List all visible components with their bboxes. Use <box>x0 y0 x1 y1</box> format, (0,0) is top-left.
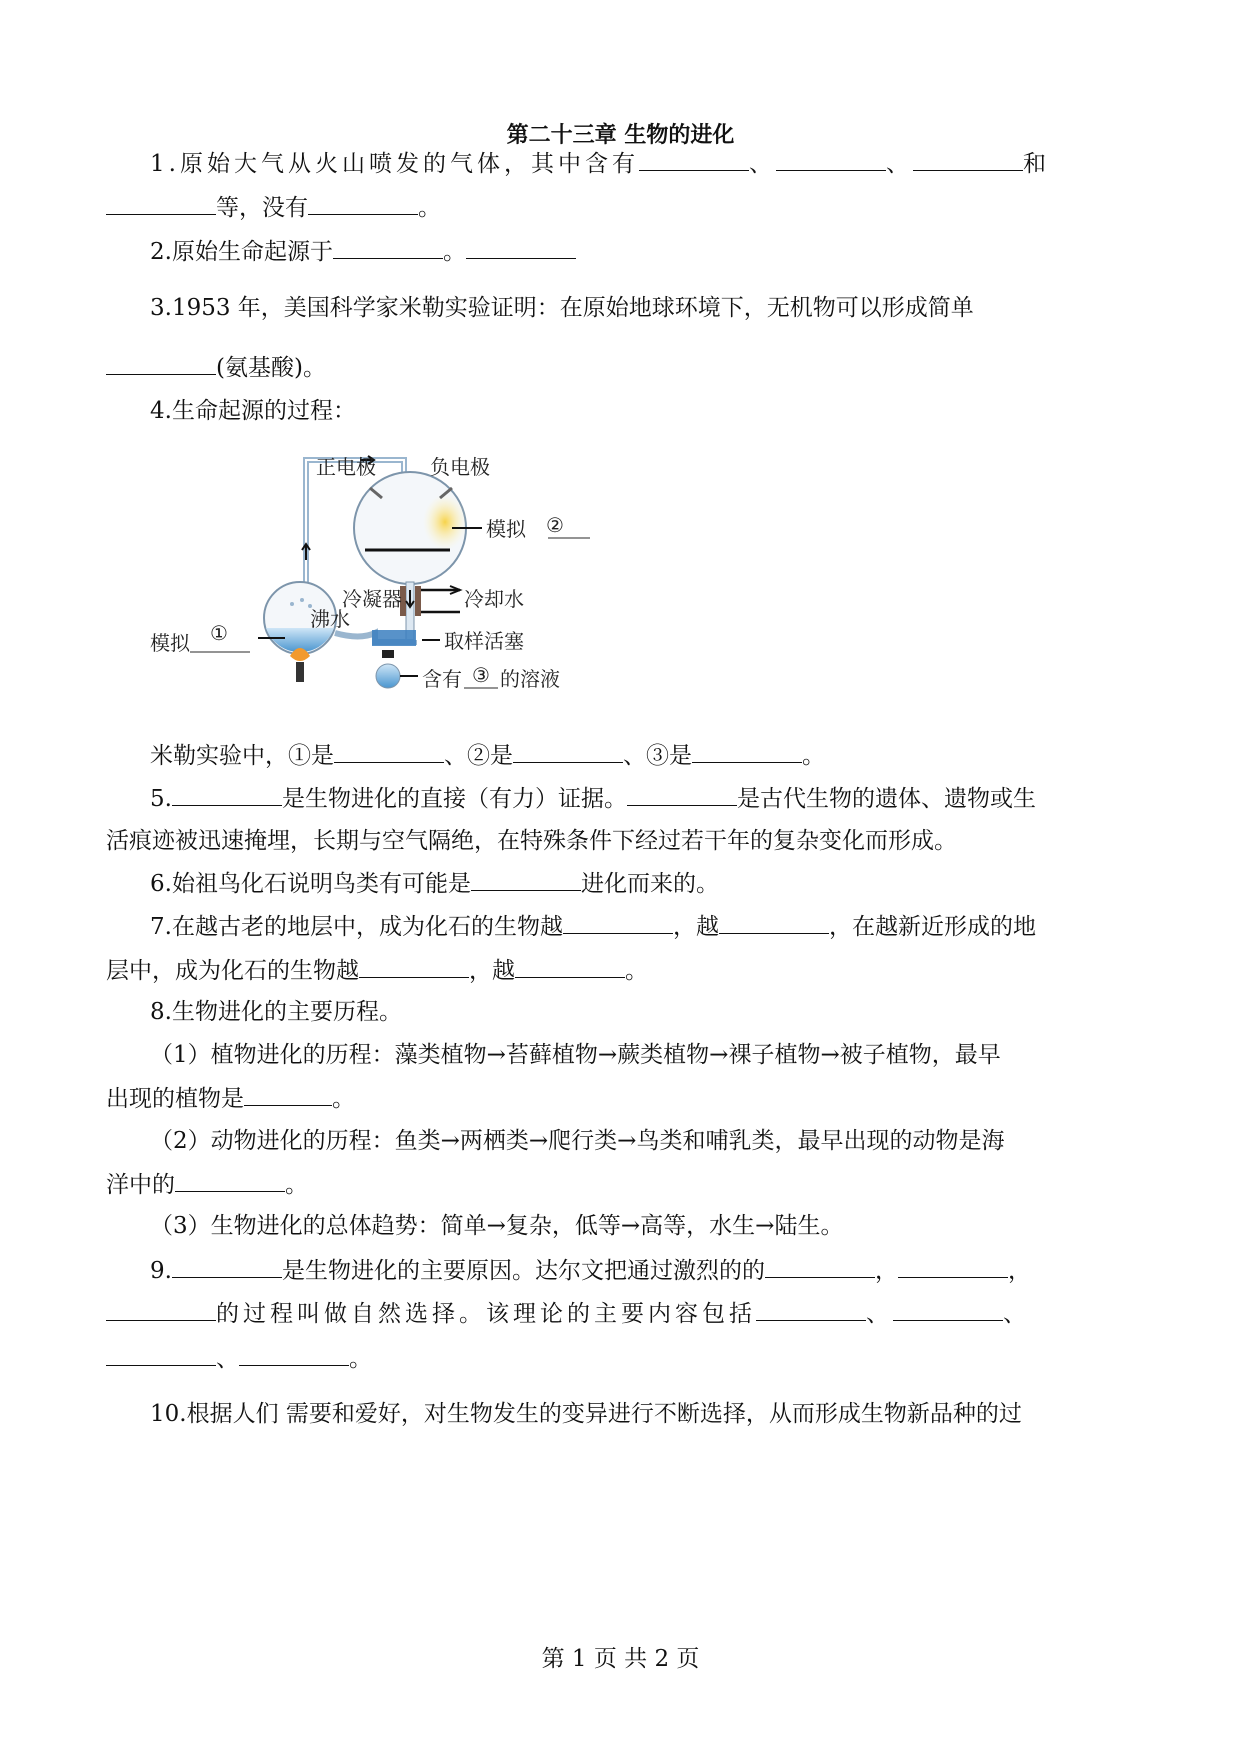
question-2: 2.原始生命起源于 。 <box>150 236 576 267</box>
circled-1: ① <box>210 621 228 645</box>
question-1-line-1: 1.原始大气从火山喷发的气体，其中含有 、 、 和 <box>150 148 1050 179</box>
question-6: 6.始祖鸟化石说明鸟类有可能是 进化而来的。 <box>150 868 719 899</box>
solution-flask <box>376 664 400 688</box>
miller-experiment-diagram <box>150 455 600 700</box>
burner <box>296 662 304 682</box>
simulate-1-label: 模拟 <box>150 631 190 655</box>
question-1-line-2: 等，没有 。 <box>106 192 441 223</box>
boiling-water-label: 沸水 <box>310 607 350 631</box>
page-footer: 第 1 页 共 2 页 <box>541 1646 700 1672</box>
blank[interactable] <box>172 783 282 806</box>
question-7-line-1: 7.在越古老的地层中，成为化石的生物越 ，越 ，在越新近形成的地 <box>150 911 1036 942</box>
blank[interactable] <box>639 148 749 171</box>
blank[interactable] <box>172 1255 282 1278</box>
sampling-valve-label: 取样活塞 <box>444 629 524 653</box>
simulate-2-label: 模拟 <box>486 517 526 541</box>
question-9-line-2: 的过程叫做自然选择。该理论的主要内容包括 、 、 <box>106 1298 1030 1329</box>
blank[interactable] <box>106 192 216 215</box>
blank[interactable] <box>333 236 443 259</box>
blank[interactable] <box>913 148 1023 171</box>
blank[interactable] <box>692 740 802 763</box>
question-4: 4.生命起源的过程： <box>150 398 356 424</box>
question-8: 8.生物进化的主要历程。 <box>150 999 402 1025</box>
blank[interactable] <box>175 1169 285 1192</box>
spark-glow <box>423 494 467 550</box>
question-5-line-2: 活痕迹被迅速掩埋，长期与空气隔绝，在特殊条件下经过若干年的复杂变化而形成。 <box>106 828 957 854</box>
circled-3: ③ <box>472 663 490 687</box>
blank[interactable] <box>515 955 625 978</box>
question-7-line-2: 层中，成为化石的生物越 ，越 。 <box>106 955 648 986</box>
blank[interactable] <box>765 1255 875 1278</box>
blank[interactable] <box>756 1298 866 1321</box>
question-8-part-1-line-2: 出现的植物是 。 <box>106 1083 355 1114</box>
blank[interactable] <box>893 1298 1003 1321</box>
blank[interactable] <box>563 911 673 934</box>
question-3-line-1: 3.1953 年，美国科学家米勒实验证明：在原始地球环境下，无机物可以形成简单 <box>150 295 974 321</box>
blank[interactable] <box>466 236 576 259</box>
page-title: 第二十三章 生物的进化 <box>506 123 735 148</box>
cooling-water-label: 冷却水 <box>464 587 524 611</box>
question-3-line-2: (氨基酸)。 <box>106 352 326 383</box>
blank[interactable] <box>239 1343 349 1366</box>
question-8-part-2-line-1: （2）动物进化的历程：鱼类→两栖类→爬行类→鸟类和哺乳类，最早出现的动物是海 <box>150 1128 1005 1154</box>
blank[interactable] <box>513 740 623 763</box>
blank[interactable] <box>334 740 444 763</box>
negative-electrode-label: 负电极 <box>430 455 490 479</box>
blank[interactable] <box>627 783 737 806</box>
blank[interactable] <box>776 148 886 171</box>
question-9-line-1: 9. 是生物进化的主要原因。达尔文把通过激烈的的 ， ， <box>150 1255 1031 1286</box>
question-8-part-1-line-1: （1）植物进化的历程：藻类植物→苔藓植物→蕨类植物→裸子植物→被子植物，最早 <box>150 1042 1001 1068</box>
positive-electrode-label: 正电极 <box>316 455 376 479</box>
solution-label: 的溶液 <box>500 667 560 691</box>
question-5-line-1: 5. 是生物进化的直接（有力）证据。 是古代生物的遗体、遗物或生 <box>150 783 1036 814</box>
question-8-part-2-line-2: 洋中的 。 <box>106 1169 308 1200</box>
blank[interactable] <box>898 1255 1008 1278</box>
question-10: 10.根据人们 需要和爱好，对生物发生的变异进行不断选择，从而形成生物新品种的过 <box>150 1401 1022 1427</box>
blank[interactable] <box>359 955 469 978</box>
blank[interactable] <box>244 1083 332 1106</box>
question-8-part-3: （3）生物进化的总体趋势：简单→复杂，低等→高等，水生→陆生。 <box>150 1213 844 1239</box>
blank[interactable] <box>719 911 829 934</box>
question-4-answers: 米勒实验中，①是 、②是 、③是 。 <box>150 740 825 771</box>
question-9-line-3: 、 。 <box>106 1343 372 1374</box>
blank[interactable] <box>106 1343 216 1366</box>
blank[interactable] <box>106 1298 216 1321</box>
sampling-valve <box>382 650 394 658</box>
contains-label: 含有 <box>422 667 462 691</box>
blank[interactable] <box>471 868 581 891</box>
condenser-label: 冷凝器 <box>342 587 402 611</box>
blank[interactable] <box>106 352 216 375</box>
circled-2: ② <box>546 513 564 537</box>
blank[interactable] <box>308 192 418 215</box>
